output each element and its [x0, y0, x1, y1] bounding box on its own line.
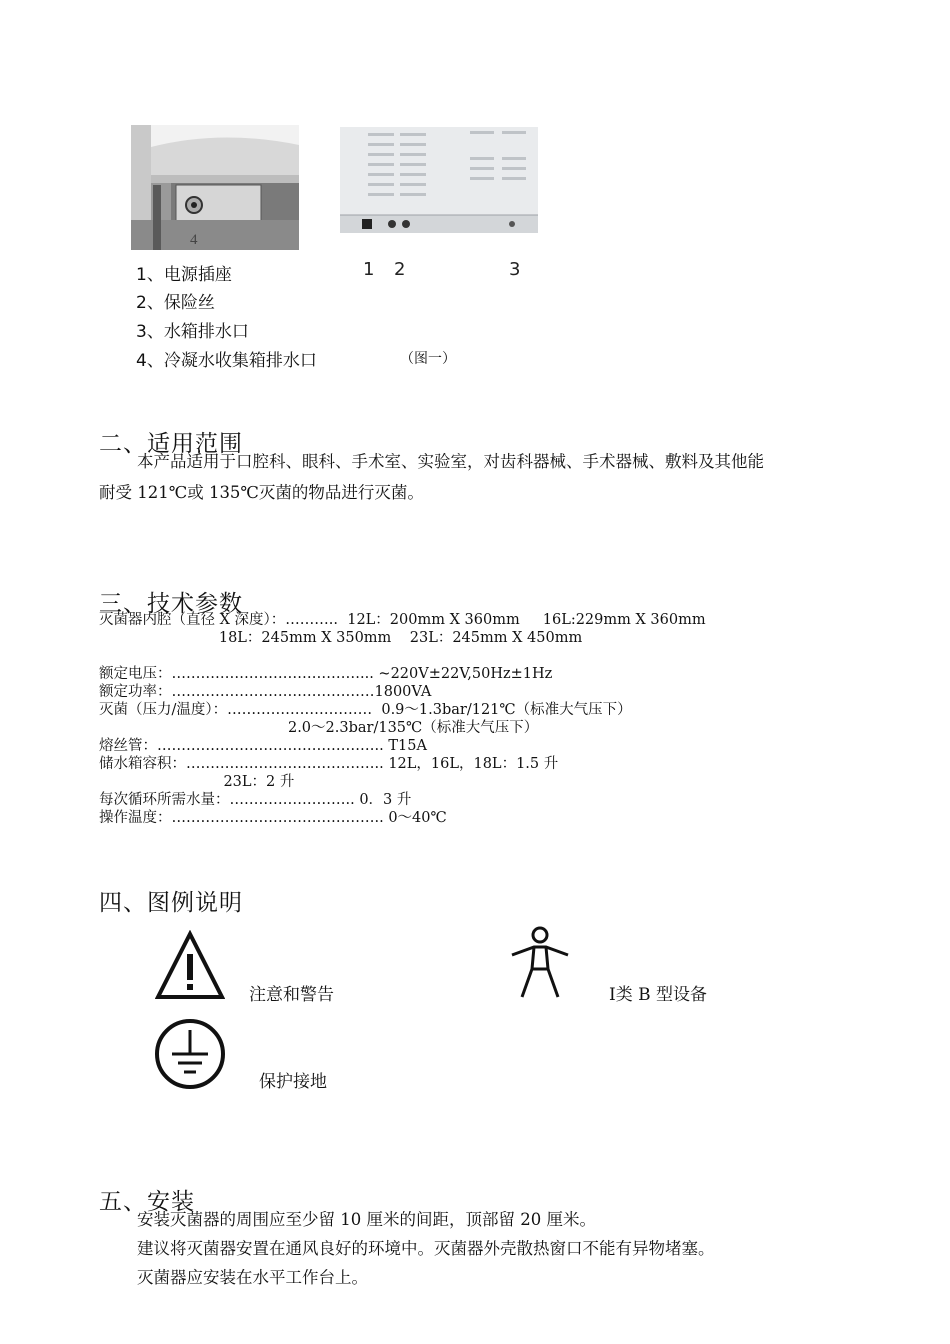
legend-item-3: 3、水箱排水口 [136, 322, 249, 342]
param-operating-temp: 操作温度：…………………………………….. 0～40℃ [99, 810, 447, 826]
earth-label: 保护接地 [259, 1072, 327, 1092]
type-b-person-icon [508, 925, 572, 1004]
tech-params-block [99, 611, 706, 827]
figure-caption: （图一） [400, 352, 456, 367]
legend-item-4: 4、冷凝水收集箱排水口 [136, 351, 317, 371]
panel-number-1: 1 [363, 259, 375, 280]
section4-title: 四、图例说明 [99, 890, 243, 916]
section2-line1: 本产品适用于口腔科、眼科、手术室、实验室，对齿科器械、手术器械、敷料及其他能 [137, 452, 764, 471]
section5-title: 五、安装 [99, 1189, 195, 1215]
param-chamber: 灭菌器内腔（直径 X 深度）：……….. 12L：200mm X 360mm 16L:229mm X 360mm [99, 612, 706, 628]
type-b-label: Ⅰ类 B 型设备 [609, 985, 708, 1005]
protective-earth-icon [154, 1018, 226, 1094]
param-sterilization: 灭菌（压力/温度）：………………………… 0.9～1.3bar/121℃（标准大气压下） [99, 702, 632, 718]
drain-outlet-photo [131, 125, 299, 250]
panel-number-3: 3 [509, 259, 521, 280]
param-fuse: 熔丝管：……………………………………….. T15A [99, 738, 427, 754]
param-tank-cont: 23L：2 升 [99, 774, 295, 790]
param-power: 额定功率：……………………………………1800VA [99, 684, 432, 700]
param-water-per-cycle: 每次循环所需水量：…………………….. 0．3 升 [99, 792, 412, 808]
warning-triangle-icon [155, 930, 225, 1004]
param-chamber-cont: 18L：245mm X 350mm 23L：245mm X 450mm [99, 630, 583, 646]
rear-panel-graphic [340, 127, 538, 233]
param-spacer [99, 647, 706, 665]
drain-outlet-photo-graphic [131, 125, 299, 250]
photo-label-4: 4 [190, 232, 198, 248]
panel-number-2: 2 [394, 259, 406, 280]
install-line-3: 灭菌器应安装在水平工作台上。 [137, 1268, 368, 1287]
install-line-2: 建议将灭菌器安置在通风良好的环境中。灭菌器外壳散热窗口不能有异物堵塞。 [137, 1239, 715, 1258]
param-tank: 储水箱容积：………………………………….. 12L，16L，18L：1.5 升 [99, 756, 559, 772]
section3-title: 三、技术参数 [99, 591, 243, 617]
legend-item-2: 2、保险丝 [136, 293, 215, 313]
section2-line2: 耐受 121℃或 135℃灭菌的物品进行灭菌。 [99, 483, 424, 502]
param-voltage: 额定电压：…………………………………... ~220V±22V,50Hz±1Hz [99, 666, 553, 682]
rear-panel-photo [340, 127, 538, 233]
legend-item-1: 1、电源插座 [136, 265, 232, 285]
param-sterilization-cont: 2.0～2.3bar/135℃（标准大气压下） [99, 720, 539, 736]
warning-label: 注意和警告 [249, 985, 334, 1005]
install-line-1: 安装灭菌器的周围应至少留 10 厘米的间距，顶部留 20 厘米。 [137, 1210, 596, 1229]
section2-title: 二、适用范围 [99, 431, 243, 457]
